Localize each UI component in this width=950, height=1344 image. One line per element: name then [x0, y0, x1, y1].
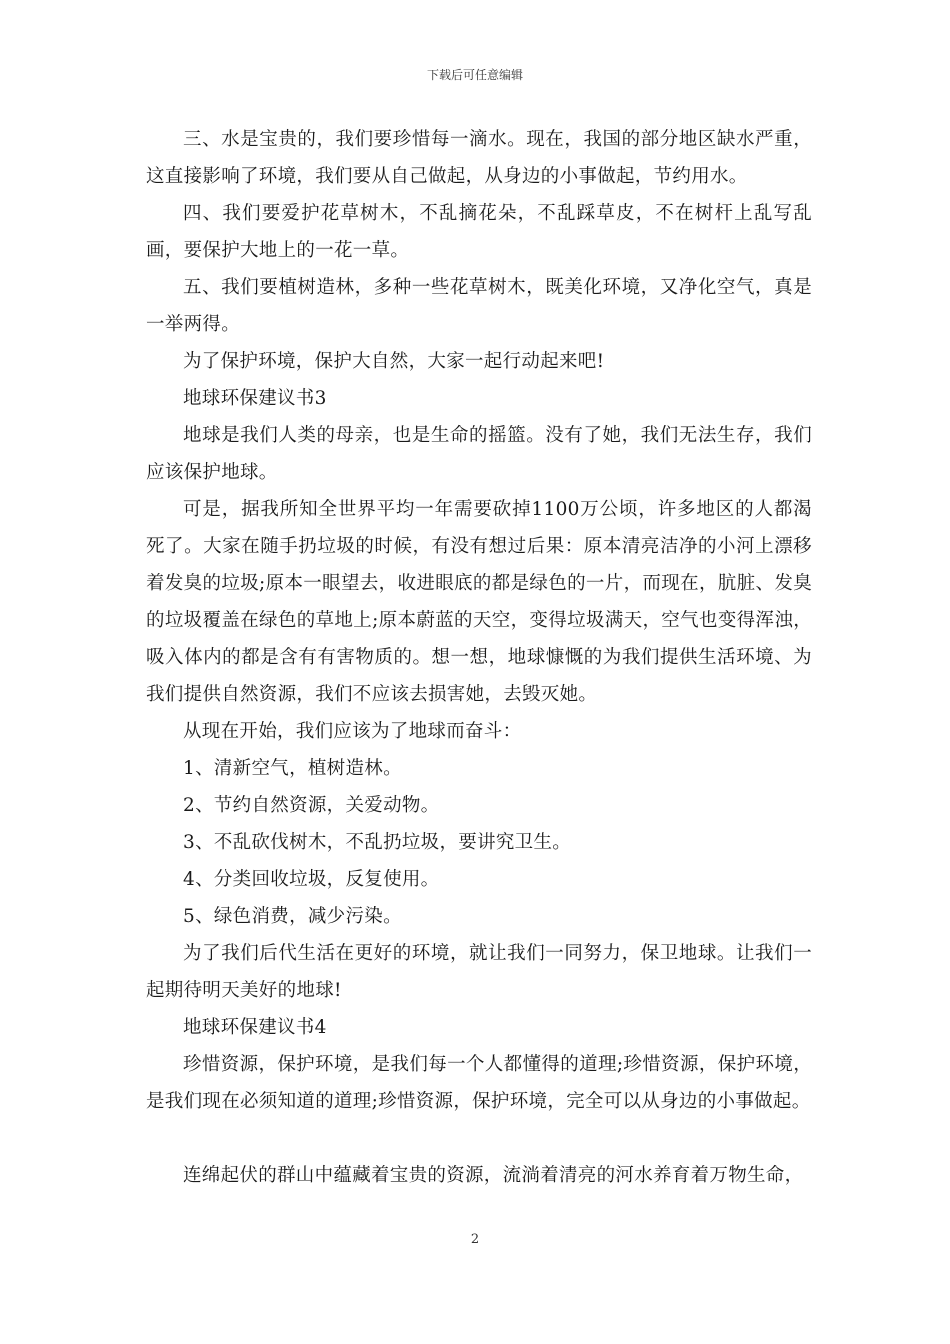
paragraph-gap	[146, 1120, 812, 1157]
document-body	[146, 121, 812, 1194]
paragraph-point-4: 四、我们要爱护花草树木，不乱摘花朵，不乱踩草皮，不在树杆上乱写乱画，要保护大地上的一花一草。	[146, 203, 812, 261]
paragraph-point-3: 三、水是宝贵的，我们要珍惜每一滴水。现在，我国的部分地区缺水严重，这直接影响了环境，我们要从自己做起，从身边的小事做起，节约用水。	[146, 129, 812, 187]
list-item-5: 5、绿色消费，减少污染。	[183, 906, 402, 927]
paragraph-problem: 可是，据我所知全世界平均一年需要砍掉1100万公顷，许多地区的人都渴死了。大家在随手扔垃圾的时候，有没有想过后果：原本清亮洁净的小河上漂移着发臭的垃圾;原本一眼望去，收进眼底的都是绿色的一片，而现在，肮脏、发臭的垃圾覆盖在绿色的草地上;原本蔚蓝的天空，变得垃圾满天，空气也变得浑浊，吸入体内的都是含有有害物质的。想一想，地球慷慨的为我们提供生活环境、为我们提供自然资源，我们不应该去损害她，去毁灭她。	[146, 499, 812, 705]
paragraph-mountains: 连绵起伏的群山中蕴藏着宝贵的资源，流淌着清亮的河水养育着万物生命，	[183, 1165, 804, 1186]
paragraph-list-intro: 从现在开始，我们应该为了地球而奋斗：	[183, 721, 522, 742]
page-header: 下载后可任意编辑	[426, 68, 523, 82]
list-item-1: 1、清新空气，植树造林。	[183, 758, 402, 779]
list-item-4: 4、分类回收垃圾，反复使用。	[183, 869, 440, 890]
section-title-4: 地球环保建议书4	[183, 1017, 327, 1038]
page-number: 2	[470, 1232, 480, 1247]
paragraph-conclusion-3: 为了我们后代生活在更好的环境，就让我们一同努力，保卫地球。让我们一起期待明天美好的地球!	[146, 943, 812, 1001]
list-item-2: 2、节约自然资源，关爱动物。	[183, 795, 440, 816]
paragraph-intro-4: 珍惜资源，保护环境，是我们每一个人都懂得的道理;珍惜资源，保护环境，是我们现在必须知道的道理;珍惜资源，保护环境，完全可以从身边的小事做起。	[146, 1054, 812, 1112]
paragraph-intro-3: 地球是我们人类的母亲，也是生命的摇篮。没有了她，我们无法生存，我们应该保护地球。	[146, 425, 812, 483]
section-title-3: 地球环保建议书3	[183, 388, 327, 409]
paragraph-call-to-action: 为了保护环境，保护大自然，大家一起行动起来吧!	[183, 351, 605, 372]
list-item-3: 3、不乱砍伐树木，不乱扔垃圾，要讲究卫生。	[183, 832, 572, 853]
paragraph-point-5: 五、我们要植树造林，多种一些花草树木，既美化环境，又净化空气，真是一举两得。	[146, 277, 812, 335]
